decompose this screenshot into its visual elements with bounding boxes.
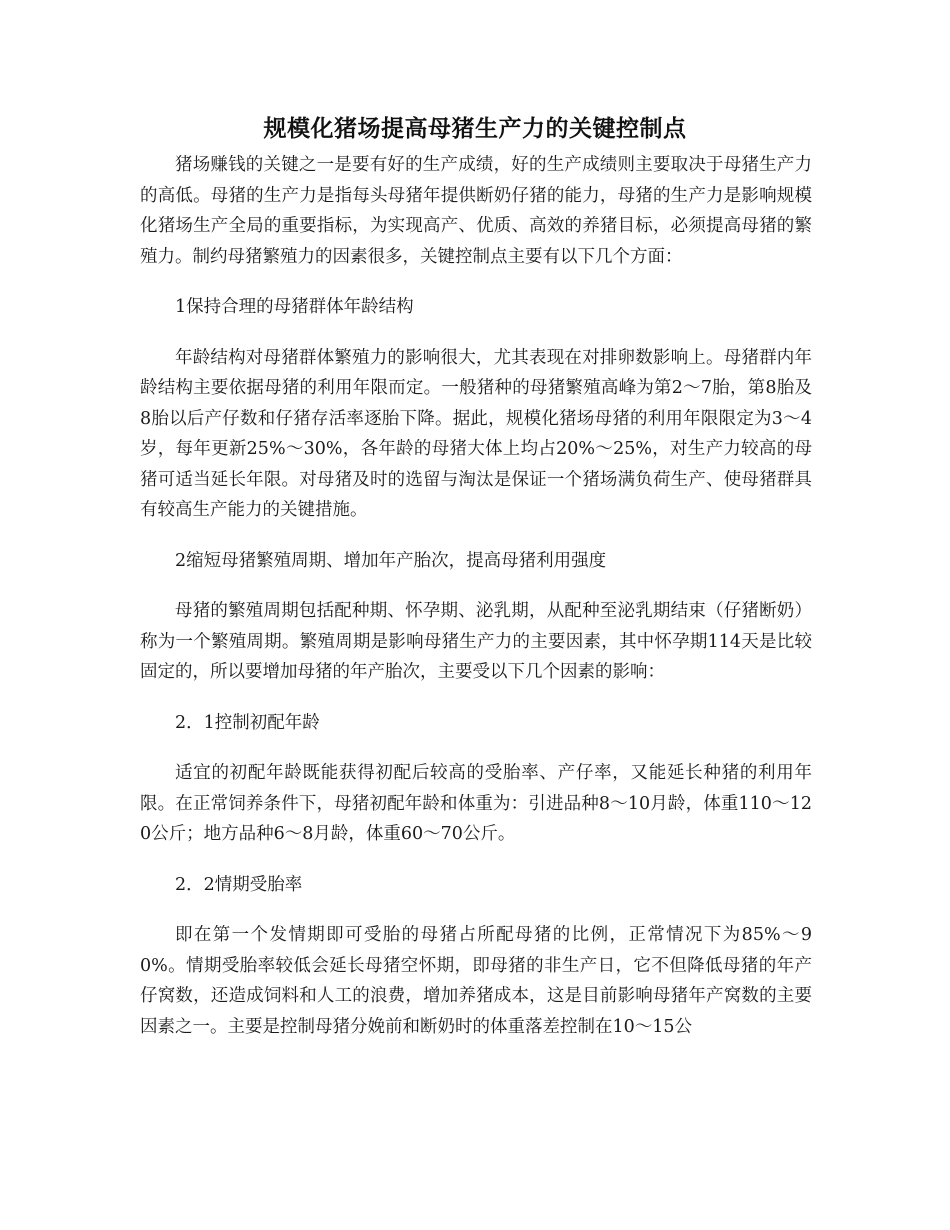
page-title: 规模化猪场提高母猪生产力的关键控制点 <box>263 115 687 142</box>
section-2-2-paragraph: 即在第一个发情期即可受胎的母猪占所配母猪的比例，正常情况下为85%～90%。情期受胎率较低会延长母猪空怀期，即母猪的非生产日，它不但降低母猪的年产仔窝数，还造成饲料和人工的浪费，增加养猪成本，这是目前影响母猪年产窝数的主要因素之一。主要是控制母猪分娩前和断奶时的体重落差控制在10～15公 <box>140 925 812 1037</box>
section-2-1-paragraph: 适宜的初配年龄既能获得初配后较高的受胎率、产仔率，又能延长种猪的利用年限。在正常饲养条件下，母猪初配年龄和体重为：引进品种8～10月龄，体重110～120公斤；地方品种6～8月龄，体重60～70公斤。 <box>140 763 812 844</box>
intro-paragraph: 猪场赚钱的关键之一是要有好的生产成绩，好的生产成绩则主要取决于母猪生产力的高低。母猪的生产力是指每头母猪年提供断奶仔猪的能力，母猪的生产力是影响规模化猪场生产全局的重要指标，为实现高产、优质、高效的养猪目标，必须提高母猪的繁殖力。制约母猪繁殖力的因素很多，关键控制点主要有以下几个方面： <box>140 155 812 267</box>
section-2-paragraph: 母猪的繁殖周期包括配种期、怀孕期、泌乳期，从配种至泌乳期结束（仔猪断奶）称为一个繁殖周期。繁殖周期是影响母猪生产力的主要因素，其中怀孕期114天是比较固定的，所以要增加母猪的年产胎次，主要受以下几个因素的影响： <box>140 601 812 682</box>
section-heading-2: 2缩短母猪繁殖周期、增加年产胎次，提高母猪利用强度 <box>175 550 607 571</box>
document-body <box>140 150 812 1062</box>
section-heading-2-2: 2．2情期受胎率 <box>175 874 303 895</box>
section-heading-1: 1保持合理的母猪群体年龄结构 <box>175 297 414 317</box>
section-heading-2-1: 2．1控制初配年龄 <box>175 712 320 733</box>
section-1-paragraph: 年龄结构对母猪群体繁殖力的影响很大，尤其表现在对排卵数影响上。母猪群内年龄结构主要依据母猪的利用年限而定。一般猪种的母猪繁殖高峰为第2～7胎，第8胎及8胎以后产仔数和仔猪存活率逐胎下降。据此，规模化猪场母猪的利用年限限定为3～4岁，每年更新25%～30%，各年龄的母猪大体上均占20%～25%，对生产力较高的母猪可适当延长年限。对母猪及时的选留与淘汰是保证一个猪场满负荷生产、使母猪群具有较高生产能力的关键措施。 <box>140 347 812 520</box>
